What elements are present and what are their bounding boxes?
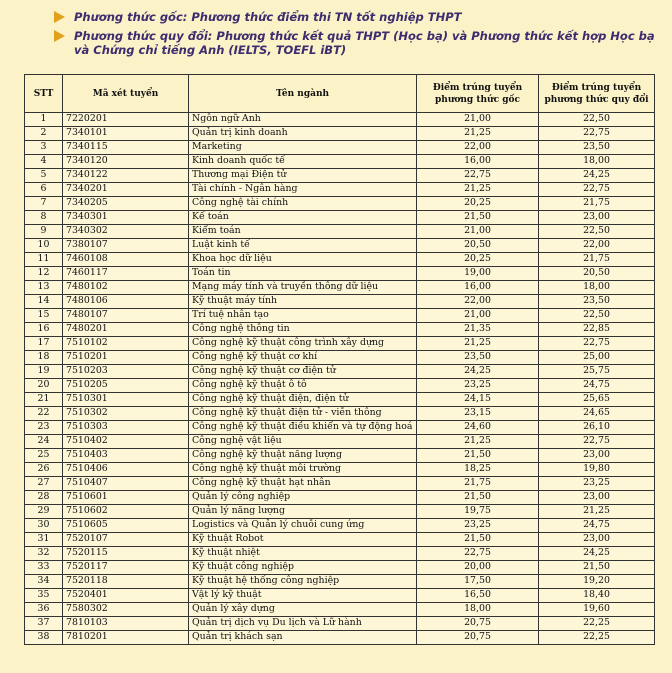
cell-score-original: 21,50: [417, 533, 539, 547]
cell-score-original: 20,00: [417, 561, 539, 575]
cell-score-original: 21,25: [417, 435, 539, 449]
cell-major: Công nghệ thông tin: [189, 323, 417, 337]
cell-stt: 8: [25, 211, 63, 225]
cell-score-original: 24,15: [417, 393, 539, 407]
table-row: [25, 519, 655, 533]
cell-major: Vật lý kỹ thuật: [189, 589, 417, 603]
cell-major: Khoa học dữ liệu: [189, 253, 417, 267]
cell-score-converted: 22,25: [539, 617, 655, 631]
table-row: [25, 169, 655, 183]
cell-score-converted: 22,75: [539, 183, 655, 197]
table-row: [25, 267, 655, 281]
cell-major: Ngôn ngữ Anh: [189, 113, 417, 127]
table-row: [25, 225, 655, 239]
header-code: Mã xét tuyển: [63, 75, 189, 113]
cell-stt: 32: [25, 547, 63, 561]
cell-score-converted: 23,00: [539, 491, 655, 505]
table-row: [25, 351, 655, 365]
cell-score-original: 20,25: [417, 253, 539, 267]
cell-major: Kỹ thuật công nghiệp: [189, 561, 417, 575]
cell-major: Toán tin: [189, 267, 417, 281]
cell-major: Thương mại Điện tử: [189, 169, 417, 183]
cell-score-converted: 19,80: [539, 463, 655, 477]
table-row: [25, 631, 655, 645]
cell-code: 7340101: [63, 127, 189, 141]
cell-score-original: 23,15: [417, 407, 539, 421]
cell-stt: 9: [25, 225, 63, 239]
cell-score-original: 22,00: [417, 295, 539, 309]
cell-score-original: 21,50: [417, 491, 539, 505]
cell-stt: 34: [25, 575, 63, 589]
cell-score-original: 20,50: [417, 239, 539, 253]
cell-score-converted: 23,00: [539, 211, 655, 225]
cell-stt: 11: [25, 253, 63, 267]
header-major: Tên ngành: [189, 75, 417, 113]
cell-major: Kỹ thuật hệ thống công nghiệp: [189, 575, 417, 589]
table-row: [25, 463, 655, 477]
header-score-original: Điểm trúng tuyển phương thức gốc: [417, 75, 539, 113]
table-row: [25, 617, 655, 631]
cell-major: Công nghệ kỹ thuật điện, điện tử: [189, 393, 417, 407]
cell-stt: 38: [25, 631, 63, 645]
cell-stt: 15: [25, 309, 63, 323]
cell-major: Công nghệ vật liệu: [189, 435, 417, 449]
cell-code: 7510605: [63, 519, 189, 533]
cell-stt: 18: [25, 351, 63, 365]
cell-score-original: 21,35: [417, 323, 539, 337]
cell-stt: 21: [25, 393, 63, 407]
table-row: [25, 491, 655, 505]
cell-stt: 23: [25, 421, 63, 435]
cell-stt: 28: [25, 491, 63, 505]
cell-major: Kế toán: [189, 211, 417, 225]
cell-code: 7520401: [63, 589, 189, 603]
cell-major: Công nghệ kỹ thuật cơ khí: [189, 351, 417, 365]
cell-score-converted: 24,75: [539, 379, 655, 393]
cell-major: Logistics và Quản lý chuỗi cung ứng: [189, 519, 417, 533]
table-row: [25, 561, 655, 575]
cell-major: Mạng máy tính và truyền thông dữ liệu: [189, 281, 417, 295]
table-row: [25, 435, 655, 449]
cell-score-original: 16,00: [417, 281, 539, 295]
cell-score-converted: 19,60: [539, 603, 655, 617]
cell-major: Công nghệ tài chính: [189, 197, 417, 211]
table-row: [25, 183, 655, 197]
cell-major: Công nghệ kỹ thuật điện tử - viễn thông: [189, 407, 417, 421]
cell-score-converted: 21,75: [539, 197, 655, 211]
table-body: [25, 113, 655, 645]
cell-stt: 6: [25, 183, 63, 197]
note-converted-method: [54, 29, 664, 57]
cell-code: 7510201: [63, 351, 189, 365]
cell-score-original: 21,00: [417, 225, 539, 239]
cell-score-original: 22,75: [417, 547, 539, 561]
cell-stt: 30: [25, 519, 63, 533]
cell-stt: 12: [25, 267, 63, 281]
table-row: [25, 449, 655, 463]
cell-code: 7340120: [63, 155, 189, 169]
cell-code: 7340205: [63, 197, 189, 211]
cell-major: Marketing: [189, 141, 417, 155]
table-row: [25, 505, 655, 519]
cell-code: 7510601: [63, 491, 189, 505]
cell-code: 7340122: [63, 169, 189, 183]
cell-major: Công nghệ kỹ thuật hạt nhân: [189, 477, 417, 491]
header-score-converted: Điểm trúng tuyển phương thức quy đổi: [539, 75, 655, 113]
cell-stt: 29: [25, 505, 63, 519]
table-row: [25, 113, 655, 127]
cell-score-converted: 26,10: [539, 421, 655, 435]
cell-code: 7480106: [63, 295, 189, 309]
cell-stt: 5: [25, 169, 63, 183]
cell-code: 7510406: [63, 463, 189, 477]
cell-score-converted: 21,75: [539, 253, 655, 267]
table-row: [25, 575, 655, 589]
cell-code: 7810103: [63, 617, 189, 631]
cell-major: Kỹ thuật nhiệt: [189, 547, 417, 561]
cell-score-original: 20,75: [417, 631, 539, 645]
cell-score-original: 18,25: [417, 463, 539, 477]
cell-code: 7220201: [63, 113, 189, 127]
cell-score-converted: 22,50: [539, 309, 655, 323]
cell-score-original: 21,00: [417, 309, 539, 323]
cell-score-converted: 22,75: [539, 435, 655, 449]
cell-score-converted: 21,50: [539, 561, 655, 575]
cell-stt: 13: [25, 281, 63, 295]
table-row: [25, 309, 655, 323]
cell-major: Kinh doanh quốc tế: [189, 155, 417, 169]
cell-score-converted: 25,00: [539, 351, 655, 365]
cell-code: 7510102: [63, 337, 189, 351]
cell-code: 7810201: [63, 631, 189, 645]
cell-score-original: 21,25: [417, 127, 539, 141]
cell-score-converted: 23,00: [539, 533, 655, 547]
cell-score-converted: 24,25: [539, 547, 655, 561]
cell-code: 7340115: [63, 141, 189, 155]
cell-score-converted: 24,65: [539, 407, 655, 421]
cell-code: 7340201: [63, 183, 189, 197]
cell-major: Công nghệ kỹ thuật năng lượng: [189, 449, 417, 463]
cell-score-converted: 19,20: [539, 575, 655, 589]
cell-major: Trí tuệ nhân tạo: [189, 309, 417, 323]
cell-code: 7520117: [63, 561, 189, 575]
cell-stt: 25: [25, 449, 63, 463]
cell-score-converted: 22,25: [539, 631, 655, 645]
cell-code: 7510203: [63, 365, 189, 379]
cell-code: 7460117: [63, 267, 189, 281]
table-row: [25, 393, 655, 407]
cell-stt: 4: [25, 155, 63, 169]
note-text: Phương thức quy đổi: Phương thức kết quả THPT (Học bạ) và Phương thức kết hợp Học bạ và Chứng chỉ tiếng Anh (IELTS, TOEFL iBT): [74, 29, 655, 57]
table-row: [25, 295, 655, 309]
cell-score-original: 20,25: [417, 197, 539, 211]
cell-major: Công nghệ kỹ thuật công trình xây dựng: [189, 337, 417, 351]
table-row: [25, 141, 655, 155]
cell-code: 7340302: [63, 225, 189, 239]
cell-score-converted: 25,65: [539, 393, 655, 407]
cell-score-original: 17,50: [417, 575, 539, 589]
cell-code: 7580302: [63, 603, 189, 617]
cell-stt: 20: [25, 379, 63, 393]
cell-major: Công nghệ kỹ thuật ô tô: [189, 379, 417, 393]
cell-score-original: 16,50: [417, 589, 539, 603]
cell-code: 7510407: [63, 477, 189, 491]
table-row: [25, 155, 655, 169]
cell-stt: 37: [25, 617, 63, 631]
cell-code: 7480102: [63, 281, 189, 295]
table-row: [25, 365, 655, 379]
cell-score-original: 24,60: [417, 421, 539, 435]
cell-code: 7380107: [63, 239, 189, 253]
cell-score-original: 20,75: [417, 617, 539, 631]
cell-code: 7510403: [63, 449, 189, 463]
cell-code: 7340301: [63, 211, 189, 225]
table-row: [25, 281, 655, 295]
cell-major: Luật kinh tế: [189, 239, 417, 253]
table-row: [25, 337, 655, 351]
table-row: [25, 547, 655, 561]
cell-score-original: 16,00: [417, 155, 539, 169]
cell-score-converted: 24,75: [539, 519, 655, 533]
cell-score-original: 21,75: [417, 477, 539, 491]
cell-stt: 3: [25, 141, 63, 155]
table-row: [25, 379, 655, 393]
cell-score-original: 21,00: [417, 113, 539, 127]
cell-code: 7510602: [63, 505, 189, 519]
cell-stt: 14: [25, 295, 63, 309]
cell-stt: 31: [25, 533, 63, 547]
cell-score-converted: 24,25: [539, 169, 655, 183]
cell-code: 7480107: [63, 309, 189, 323]
cell-score-converted: 22,85: [539, 323, 655, 337]
cell-score-converted: 22,75: [539, 127, 655, 141]
triangle-right-icon: [54, 11, 65, 23]
cell-score-converted: 22,50: [539, 225, 655, 239]
cell-code: 7510303: [63, 421, 189, 435]
cell-stt: 17: [25, 337, 63, 351]
cell-major: Kỹ thuật Robot: [189, 533, 417, 547]
cell-score-converted: 25,75: [539, 365, 655, 379]
note-text: Phương thức gốc: Phương thức điểm thi TN tốt nghiệp THPT: [74, 10, 462, 24]
cell-code: 7520118: [63, 575, 189, 589]
cell-major: Tài chính - Ngân hàng: [189, 183, 417, 197]
cell-score-original: 19,00: [417, 267, 539, 281]
table-row: [25, 421, 655, 435]
cell-major: Quản lý năng lượng: [189, 505, 417, 519]
cell-stt: 27: [25, 477, 63, 491]
cell-stt: 16: [25, 323, 63, 337]
cell-code: 7510205: [63, 379, 189, 393]
cell-stt: 22: [25, 407, 63, 421]
cell-code: 7510402: [63, 435, 189, 449]
cell-code: 7460108: [63, 253, 189, 267]
cell-score-converted: 22,00: [539, 239, 655, 253]
cell-stt: 26: [25, 463, 63, 477]
table-row: [25, 253, 655, 267]
admission-score-table: [24, 74, 654, 645]
cell-score-original: 19,75: [417, 505, 539, 519]
cell-score-original: 21,50: [417, 211, 539, 225]
table-row: [25, 127, 655, 141]
cell-code: 7510302: [63, 407, 189, 421]
cell-score-converted: 23,50: [539, 141, 655, 155]
cell-code: 7520115: [63, 547, 189, 561]
cell-score-original: 22,75: [417, 169, 539, 183]
cell-score-original: 23,25: [417, 379, 539, 393]
cell-score-original: 23,25: [417, 519, 539, 533]
cell-stt: 10: [25, 239, 63, 253]
cell-score-converted: 23,50: [539, 295, 655, 309]
cell-score-converted: 21,25: [539, 505, 655, 519]
cell-stt: 19: [25, 365, 63, 379]
table-row: [25, 589, 655, 603]
cell-stt: 7: [25, 197, 63, 211]
cell-score-converted: 22,50: [539, 113, 655, 127]
cell-major: Quản lý công nghiệp: [189, 491, 417, 505]
table-row: [25, 211, 655, 225]
cell-score-original: 22,00: [417, 141, 539, 155]
cell-stt: 24: [25, 435, 63, 449]
triangle-right-icon: [54, 30, 65, 42]
table-row: [25, 477, 655, 491]
note-original-method: [54, 10, 664, 24]
notes-section: [54, 10, 664, 57]
cell-score-original: 18,00: [417, 603, 539, 617]
cell-code: 7520107: [63, 533, 189, 547]
table-header-row: [25, 75, 655, 113]
cell-code: 7480201: [63, 323, 189, 337]
table-row: [25, 197, 655, 211]
cell-score-converted: 23,25: [539, 477, 655, 491]
cell-code: 7510301: [63, 393, 189, 407]
cell-major: Quản trị kinh doanh: [189, 127, 417, 141]
table-row: [25, 239, 655, 253]
cell-score-original: 24,25: [417, 365, 539, 379]
cell-score-converted: 22,75: [539, 337, 655, 351]
table-row: [25, 323, 655, 337]
cell-major: Quản lý xây dựng: [189, 603, 417, 617]
cell-stt: 2: [25, 127, 63, 141]
cell-score-converted: 18,00: [539, 281, 655, 295]
cell-major: Kỹ thuật máy tính: [189, 295, 417, 309]
header-stt: STT: [25, 75, 63, 113]
cell-score-converted: 23,00: [539, 449, 655, 463]
cell-score-original: 21,25: [417, 183, 539, 197]
cell-major: Công nghệ kỹ thuật môi trường: [189, 463, 417, 477]
cell-stt: 1: [25, 113, 63, 127]
table-row: [25, 533, 655, 547]
cell-score-converted: 20,50: [539, 267, 655, 281]
cell-stt: 33: [25, 561, 63, 575]
cell-stt: 35: [25, 589, 63, 603]
cell-score-converted: 18,40: [539, 589, 655, 603]
cell-score-original: 23,50: [417, 351, 539, 365]
cell-major: Công nghệ kỹ thuật cơ điện tử: [189, 365, 417, 379]
cell-major: Công nghệ kỹ thuật điều khiển và tự động hoá: [189, 421, 417, 435]
table-row: [25, 407, 655, 421]
cell-major: Quản trị khách sạn: [189, 631, 417, 645]
cell-score-converted: 18,00: [539, 155, 655, 169]
cell-major: Quản trị dịch vụ Du lịch và Lữ hành: [189, 617, 417, 631]
cell-stt: 36: [25, 603, 63, 617]
table-row: [25, 603, 655, 617]
cell-score-original: 21,25: [417, 337, 539, 351]
cell-score-original: 21,50: [417, 449, 539, 463]
cell-major: Kiểm toán: [189, 225, 417, 239]
